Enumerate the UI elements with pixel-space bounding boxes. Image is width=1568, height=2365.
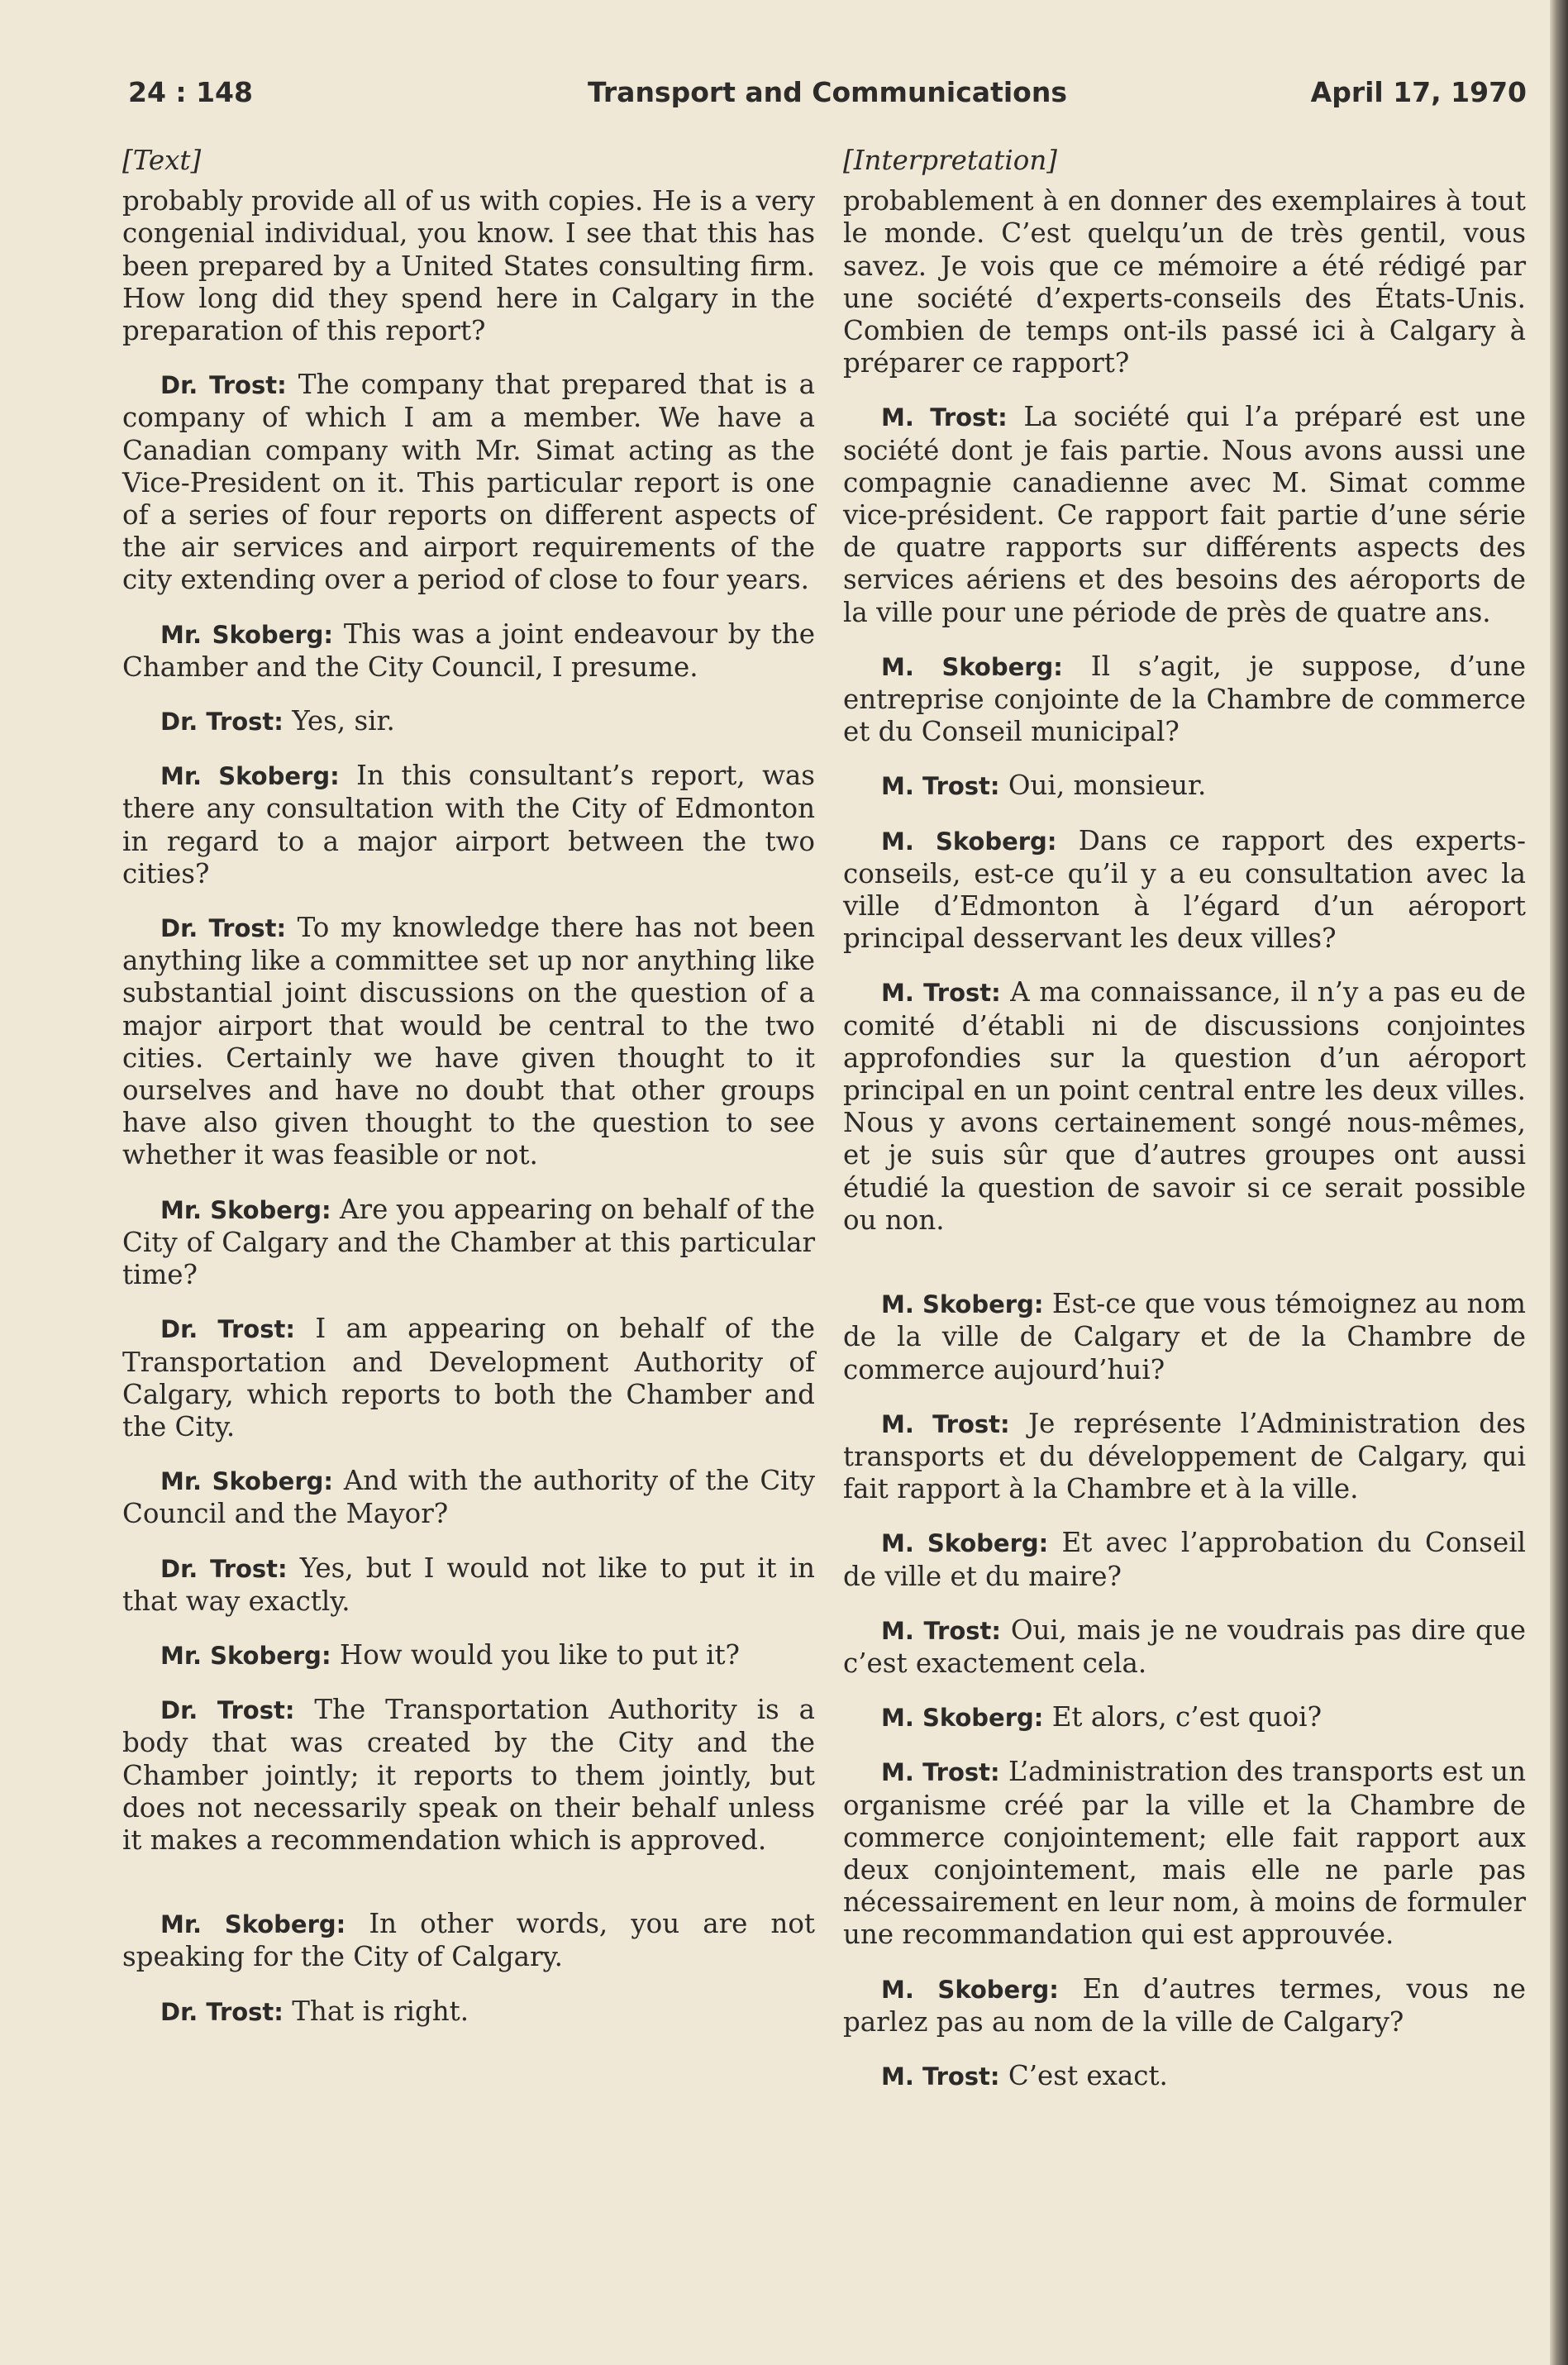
speaker-turn	[122, 1995, 815, 2029]
speech-text: Oui, monsieur.	[999, 770, 1207, 802]
speaker-name: Mr. Skoberg:	[160, 1910, 346, 1939]
speech-text: La société qui l’a préparé est une société dont je fais partie. Nous avons aussi une compagnie canadienne avec M. Simat comme vice-président. Ce rapport fait partie d’une série de quatre rapports sur différents aspects des services aériens et des besoins des aéroports de la ville pour une période de près de quatre ans.	[843, 401, 1526, 628]
speech-text: A ma connaissance, il n’y a pas eu de comité d’établi ni de discussions conjointes approfondies sur la question d’un aéroport principal en un point central entre les deux villes. Nous y avons certainement songé nous-mêmes, et je suis sûr que d’autres groupes ont aussi étudié la question de savoir si ce serait possible ou non.	[843, 976, 1526, 1236]
french-text-column	[843, 145, 1526, 2115]
speaker-turn	[122, 1552, 815, 1618]
speech-text: That is right.	[283, 1995, 469, 2027]
spacer	[843, 1258, 1526, 1288]
speech-text: Yes, but I would not like to put it in that way exactly.	[122, 1552, 815, 1617]
speaker-turn	[122, 618, 815, 684]
speaker-turn	[843, 1614, 1526, 1680]
running-header	[128, 76, 1527, 126]
speaker-name: M. Trost:	[881, 1616, 1001, 1645]
speaker-name: Mr. Skoberg:	[160, 1195, 331, 1224]
speech-text: Je représente l’Administration des transports et du développement de Calgary, qui fait rapport à la Chambre et à la ville.	[843, 1407, 1526, 1505]
speaker-turn	[122, 1313, 815, 1443]
speaker-turn	[843, 2060, 1526, 2093]
speech-text: To my knowledge there has not been anything like a committee set up nor anything like substantial joint discussions on the question of a major airport that would be central to the two cities. Certainly we have given thought to it ourselves and have no doubt that other groups have also given thought to the question to see whether it was feasible or not.	[122, 912, 815, 1171]
speaker-name: Mr. Skoberg:	[160, 1467, 334, 1496]
speaker-turn	[843, 1288, 1526, 1386]
speaker-turn	[843, 825, 1526, 956]
speaker-turn	[843, 770, 1526, 803]
speaker-name: M. Trost:	[881, 979, 1001, 1008]
speaker-turn	[843, 1408, 1526, 1506]
speaker-name: M. Skoberg:	[881, 1975, 1059, 2004]
speaker-name: Dr. Trost:	[160, 1315, 295, 1344]
speaker-turn	[122, 1194, 815, 1292]
speech-text: Est-ce que vous témoignez au nom de la ville de Calgary et de la Chambre de commerce aujourd’hui?	[843, 1288, 1527, 1385]
speaker-turn	[843, 651, 1526, 749]
speech-text: And with the authority of the City Council and the Mayor?	[122, 1465, 815, 1530]
speech-text: I am appearing on behalf of the Transportation and Development Authority of Calgary, which reports to both the Chamber and the City.	[122, 1313, 815, 1442]
english-text-column	[122, 145, 815, 2050]
continued-paragraph: probablement à en donner des exemplaires à tout le monde. C’est quelqu’un de très gentil, vous savez. Je vois que ce mémoire a été rédigé par une société d’experts-conseils des États-Unis. Combien de temps ont-ils passé ici à Calgary à préparer ce rapport?	[843, 185, 1526, 379]
speaker-name: Dr. Trost:	[160, 914, 287, 943]
speech-text: Are you appearing on behalf of the City of Calgary and the Chamber at this particular time?	[122, 1193, 816, 1291]
speech-text: In other words, you are not speaking for the City of Calgary.	[122, 1908, 815, 1973]
speech-text: Yes, sir.	[283, 705, 395, 737]
speaker-name: Dr. Trost:	[160, 1696, 295, 1725]
speaker-name: M. Trost:	[881, 403, 1008, 432]
speaker-turn	[122, 1908, 815, 1973]
speaker-turn	[122, 1465, 815, 1530]
speaker-name: M. Trost:	[881, 1409, 1010, 1438]
speaker-name: M. Skoberg:	[881, 652, 1063, 681]
speaker-name: Dr. Trost:	[160, 1554, 288, 1583]
speaker-turn	[843, 1527, 1526, 1592]
speaker-turn	[122, 705, 815, 738]
speaker-name: Dr. Trost:	[160, 371, 287, 400]
speaker-turn	[122, 1694, 815, 1857]
page-edge-shadow	[1550, 0, 1568, 2365]
speaker-name: Mr. Skoberg:	[160, 1641, 331, 1670]
speaker-turn	[843, 976, 1526, 1237]
speaker-name: Dr. Trost:	[160, 1997, 284, 2026]
speaker-name: M. Skoberg:	[881, 1529, 1049, 1558]
speech-text: Et avec l’approbation du Conseil de ville et du maire?	[843, 1527, 1527, 1592]
speaker-turn	[843, 401, 1526, 628]
speaker-name: M. Skoberg:	[881, 827, 1057, 856]
speech-text: The company that prepared that is a company of which I am a member. We have a Canadian company with Mr. Simat acting as the Vice-President on it. This particular report is one of a series of four reports on different aspects of the air services and airport requirements of the city extending over a period of close to four years.	[122, 369, 815, 596]
speaker-turn	[122, 760, 815, 890]
speaker-name: M. Skoberg:	[881, 1704, 1044, 1733]
speaker-name: M. Skoberg:	[881, 1290, 1044, 1319]
speech-text: En d’autres termes, vous ne parlez pas au nom de la ville de Calgary?	[843, 1972, 1527, 2038]
speech-text: Et alors, c’est quoi?	[1043, 1701, 1322, 1733]
speech-text: This was a joint endeavour by the Chamber and the City Council, I presume.	[122, 617, 816, 683]
speech-text: In this consultant’s report, was there any consultation with the City of Edmonton in regard to a major airport between the two cities?	[122, 760, 815, 889]
speaker-turn	[122, 912, 815, 1172]
speaker-name: M. Trost:	[881, 2062, 1000, 2091]
speech-text: How would you like to put it?	[331, 1638, 740, 1671]
speaker-name: Mr. Skoberg:	[160, 762, 340, 791]
page-number: 24 : 148	[128, 76, 253, 108]
speech-text: Oui, mais je ne voudrais pas dire que c’est exactement cela.	[843, 1614, 1526, 1679]
speech-text: Dans ce rapport des experts-conseils, est-ce qu’il y a eu consultation avec la ville d’Edmonton à l’égard d’un aéroport principal desservant les deux villes?	[843, 824, 1527, 955]
speaker-turn	[122, 1639, 815, 1672]
speech-text: L’administration des transports est un organisme créé par la ville et la Chambre de commerce conjointement; elle fait rapport aux deux conjointement, mais elle ne parle pas nécessairement en leur nom, à moins de formuler une recommandation qui est approuvée.	[843, 1756, 1526, 1951]
speaker-turn	[843, 1756, 1526, 1951]
speaker-name: Mr. Skoberg:	[160, 620, 334, 649]
header-date: April 17, 1970	[1310, 76, 1527, 108]
publication-title: Transport and Communications	[588, 76, 1067, 108]
speech-text: Il s’agit, je suppose, d’une entreprise conjointe de la Chambre de commerce et du Conseil municipal?	[843, 650, 1526, 748]
speaker-name: M. Trost:	[881, 1758, 1000, 1787]
speaker-turn	[122, 369, 815, 596]
column-label: [Text]	[122, 145, 202, 176]
speaker-turn	[843, 1701, 1526, 1734]
speaker-name: M. Trost:	[881, 772, 1000, 801]
speech-text: C’est exact.	[999, 2059, 1168, 2091]
speaker-name: Dr. Trost:	[160, 708, 284, 737]
continued-paragraph: probably provide all of us with copies. He is a very congenial individual, you know. I see that this has been prepared by a United States consulting firm. How long did they spend here in Calgary in the preparation of this report?	[122, 185, 815, 347]
speech-text: The Transportation Authority is a body that was created by the City and the Chamber jointly; it reports to them jointly, but does not necessarily speak on their behalf unless it makes a recommendation which is approved.	[122, 1694, 815, 1856]
speaker-turn	[843, 1973, 1526, 2038]
column-label: [Interpretation]	[843, 145, 1057, 176]
spacer	[122, 1878, 815, 1908]
